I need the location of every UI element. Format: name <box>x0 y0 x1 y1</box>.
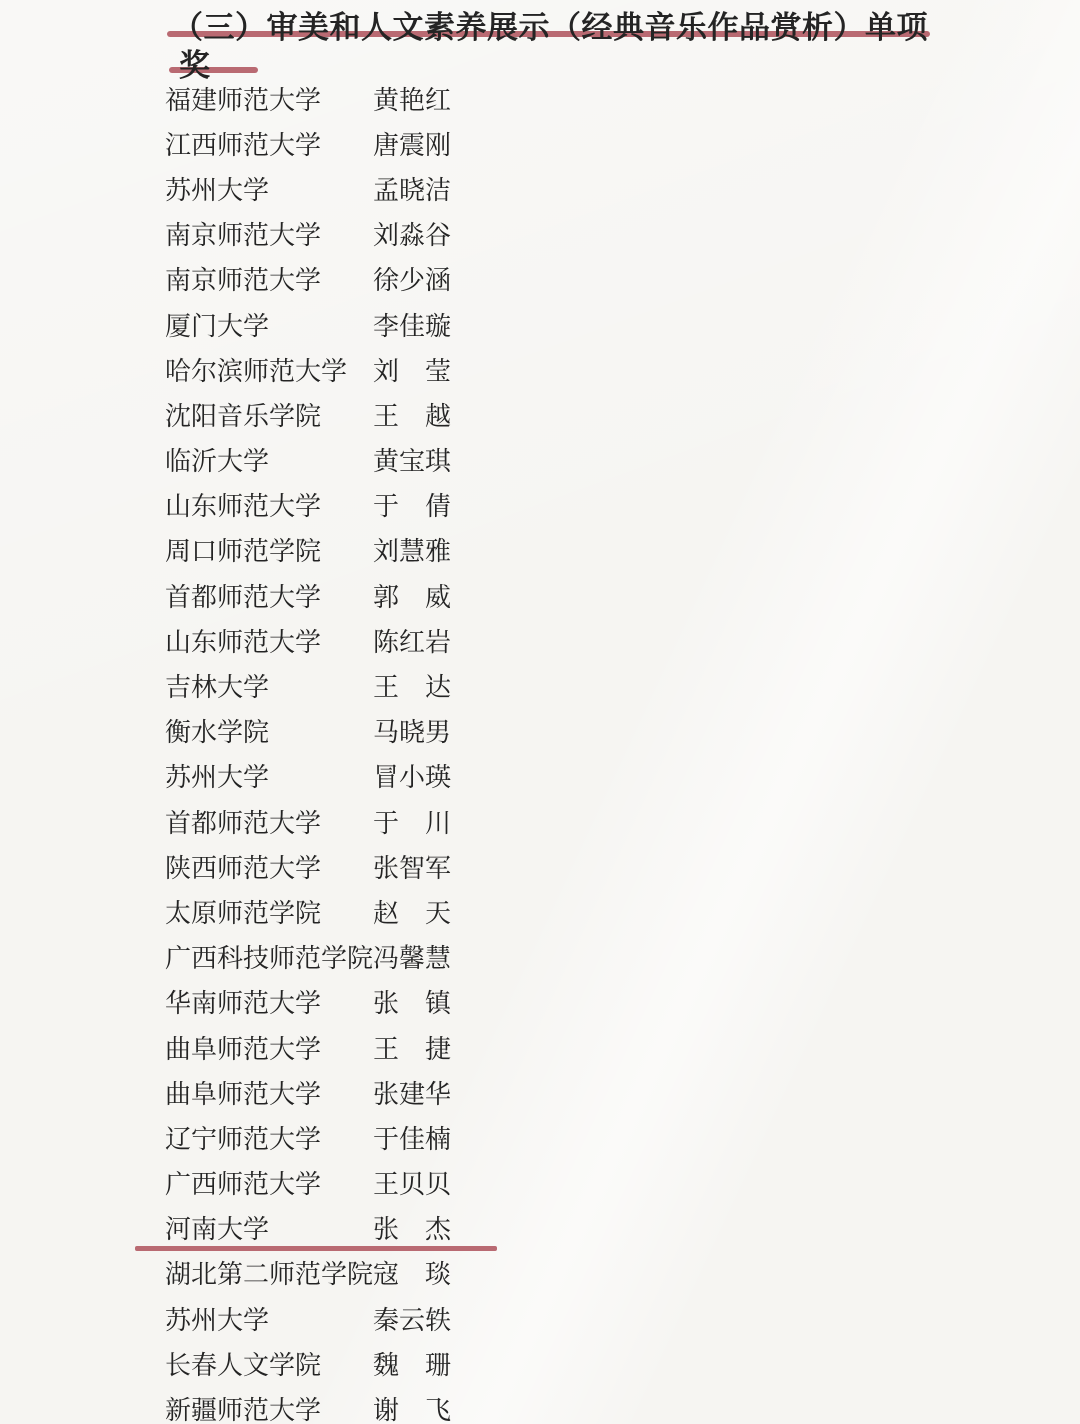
awardee-name: 唐震刚 <box>373 130 452 161</box>
school-name: 苏州大学 <box>165 763 270 794</box>
list-item <box>165 1027 945 1072</box>
list-item <box>165 1163 945 1208</box>
awardee-name: 冯馨慧 <box>373 944 452 975</box>
awardee-name: 陈红岩 <box>373 627 452 658</box>
awardee-name: 徐少涵 <box>373 266 452 297</box>
list-item <box>165 575 945 620</box>
awardee-name: 王 捷 <box>373 1034 452 1065</box>
school-name: 苏州大学 <box>165 175 270 206</box>
list-item <box>165 1117 945 1162</box>
award-list <box>165 78 945 1424</box>
awardee-name: 马晓男 <box>373 718 452 749</box>
list-item <box>165 530 945 575</box>
list-item <box>165 304 945 349</box>
awardee-name: 刘 莹 <box>373 356 452 387</box>
list-item <box>165 123 945 168</box>
awardee-name: 冒小瑛 <box>373 763 452 794</box>
list-item <box>165 1253 945 1298</box>
school-name: 华南师范大学 <box>165 989 322 1020</box>
list-item <box>165 982 945 1027</box>
awardee-name: 王 达 <box>373 673 452 704</box>
awardee-name: 刘淼谷 <box>373 221 452 252</box>
list-item <box>165 1298 945 1343</box>
list-item <box>165 1072 945 1117</box>
school-name: 哈尔滨师范大学 <box>165 356 348 387</box>
school-name: 新疆师范大学 <box>165 1396 322 1424</box>
list-item <box>165 756 945 801</box>
list-item <box>165 846 945 891</box>
list-item <box>165 1208 945 1253</box>
list-item <box>165 891 945 936</box>
awardee-name: 张 镇 <box>373 989 452 1020</box>
awardee-name: 黄艳红 <box>373 85 452 116</box>
school-name: 太原师范学院 <box>165 898 322 929</box>
list-item <box>165 485 945 530</box>
list-item <box>165 168 945 213</box>
list-item <box>165 801 945 846</box>
awardee-name: 王 越 <box>373 401 452 432</box>
school-name: 首都师范大学 <box>165 808 322 839</box>
awardee-name: 刘慧雅 <box>373 537 452 568</box>
list-item <box>165 711 945 756</box>
school-name: 江西师范大学 <box>165 130 322 161</box>
awardee-name: 孟晓洁 <box>373 175 452 206</box>
school-name: 辽宁师范大学 <box>165 1124 322 1155</box>
list-item <box>165 440 945 485</box>
awardee-name: 于 倩 <box>373 492 452 523</box>
list-item <box>165 78 945 123</box>
school-name: 山东师范大学 <box>165 492 322 523</box>
school-name: 苏州大学 <box>165 1305 270 1336</box>
list-item <box>165 665 945 710</box>
school-name: 周口师范学院 <box>165 537 322 568</box>
school-name: 曲阜师范大学 <box>165 1079 322 1110</box>
school-name: 吉林大学 <box>165 673 270 704</box>
awardee-name: 李佳璇 <box>373 311 452 342</box>
list-item <box>165 1343 945 1388</box>
red-divider-line <box>135 1246 497 1251</box>
awardee-name: 张建华 <box>373 1079 452 1110</box>
school-name: 湖北第二师范学院 <box>165 1260 374 1291</box>
awardee-name: 张 杰 <box>373 1215 452 1246</box>
school-name: 首都师范大学 <box>165 582 322 613</box>
awardee-name: 黄宝琪 <box>373 447 452 478</box>
school-name: 临沂大学 <box>165 447 270 478</box>
section-title-line1: （三）审美和人文素养展示（经典音乐作品赏析）单项 <box>172 10 928 46</box>
list-item <box>165 349 945 394</box>
list-item <box>165 620 945 665</box>
school-name: 沈阳音乐学院 <box>165 401 322 432</box>
awardee-name: 谢 飞 <box>373 1396 452 1424</box>
section-title-line2: 奖 <box>179 48 210 84</box>
school-name: 厦门大学 <box>165 311 270 342</box>
list-item <box>165 394 945 439</box>
school-name: 陕西师范大学 <box>165 853 322 884</box>
awardee-name: 于 川 <box>373 808 452 839</box>
school-name: 福建师范大学 <box>165 85 322 116</box>
list-item <box>165 937 945 982</box>
school-name: 广西师范大学 <box>165 1170 322 1201</box>
awardee-name: 秦云轶 <box>373 1305 452 1336</box>
school-name: 长春人文学院 <box>165 1350 322 1381</box>
school-name: 山东师范大学 <box>165 627 322 658</box>
awardee-name: 魏 珊 <box>373 1350 452 1381</box>
awardee-name: 赵 天 <box>373 898 452 929</box>
list-item <box>165 1388 945 1424</box>
list-item <box>165 214 945 259</box>
awardee-name: 于佳楠 <box>373 1124 452 1155</box>
school-name: 广西科技师范学院 <box>165 944 374 975</box>
awardee-name: 张智军 <box>373 853 452 884</box>
school-name: 南京师范大学 <box>165 221 322 252</box>
school-name: 河南大学 <box>165 1215 270 1246</box>
awardee-name: 郭 威 <box>373 582 452 613</box>
awardee-name: 王贝贝 <box>373 1170 452 1201</box>
school-name: 南京师范大学 <box>165 266 322 297</box>
list-item <box>165 259 945 304</box>
school-name: 衡水学院 <box>165 718 270 749</box>
awardee-name: 寇 琰 <box>373 1260 452 1291</box>
school-name: 曲阜师范大学 <box>165 1034 322 1065</box>
